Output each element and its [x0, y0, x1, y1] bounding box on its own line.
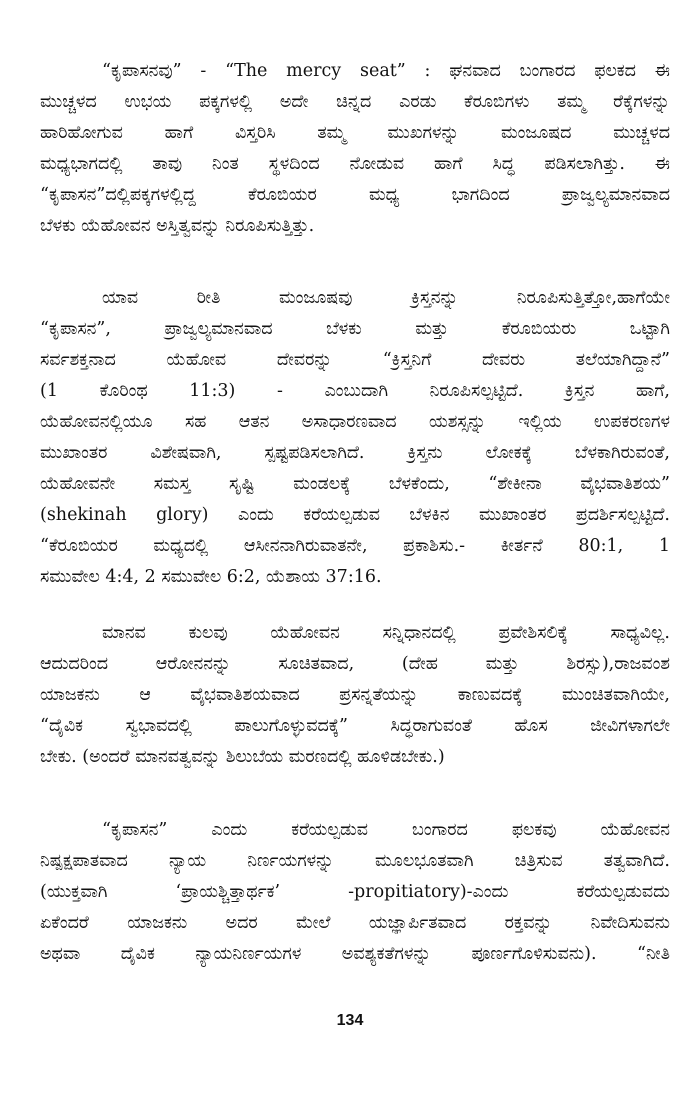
text-line: ಯಾವ ರೀತಿ ಮಂಜೂಷವು ಕ್ರಿಸ್ತನನ್ನು ನಿರೂಪಿಸುತ್ತಿತ್ತೋ,ಹಾಗೆಯೇ — [102, 288, 670, 308]
text-line: “ಕೆರೂಬಿಯರ ಮಧ್ಯದಲ್ಲಿ ಆಸೀನನಾಗಿರುವಾತನೇ, ಪ್ರಕಾಶಿಸು.- ಕೀರ್ತನೆ 80:1, 1 — [40, 536, 670, 556]
text-line: ಯೆಹೋವನೇ ಸಮಸ್ತ ಸೃಷ್ಟಿ ಮಂಡಲಕ್ಕೆ ಬೆಳಕೆಂದು, “ಶೇಕೀನಾ ವೈಭವಾತಿಶಯ” — [40, 474, 670, 494]
text-line: (ಯುಕ್ತವಾಗಿ ‘ಪ್ರಾಯಶ್ಚಿತ್ತಾರ್ಥಕ’ -propitiatory)-ಎಂದು ಕರೆಯಲ್ಪಡುವದು — [40, 882, 670, 902]
text-line: “ಕೃಪಾಸನ”ದಲ್ಲಿಪಕ್ಕಗಳಲ್ಲಿದ್ದ ಕೆರೂಬಿಯರ ಮಧ್ಯ ಭಾಗದಿಂದ ಪ್ರಾಜ್ವಲ್ಯಮಾನವಾದ — [40, 185, 670, 205]
paragraph-propitiatory — [40, 815, 670, 970]
text-line: ಬೇಕು. (ಅಂದರೆ ಮಾನವತ್ವವನ್ನು ಶಿಲುಬೆಯ ಮರಣದಲ್ಲಿ ಹೂಳಿಡಬೇಕು.) — [40, 747, 445, 767]
text-line: (1 ಕೊರಿಂಥ 11:3) - ಎಂಬುದಾಗಿ ನಿರೂಪಿಸಲ್ಪಟ್ಟಿದೆ. ಕ್ರಿಸ್ತನ ಹಾಗೆ, — [40, 381, 670, 401]
text-line: ನಿಷ್ಪಕ್ಷಪಾತವಾದ ನ್ಯಾಯ ನಿರ್ಣಯಗಳನ್ನು ಮೂಲಭೂತವಾಗಿ ಚಿತ್ರಿಸುವ ತತ್ವವಾಗಿದೆ. — [40, 851, 670, 871]
paragraph-human-race — [40, 618, 670, 773]
text-line: “ಕೃಪಾಸನ”, ಪ್ರಾಜ್ವಲ್ಯಮಾನವಾದ ಬೆಳಕು ಮತ್ತು ಕೆರೂಬಿಯರು ಒಟ್ಟಾಗಿ — [40, 319, 670, 339]
text-line: ಹಾರಿಹೋಗುವ ಹಾಗೆ ವಿಸ್ತರಿಸಿ ತಮ್ಮ ಮುಖಗಳನ್ನು ಮಂಜೂಷದ ಮುಚ್ಚಳದ — [40, 123, 670, 143]
text-line: “ದೈವಿಕ ಸ್ವಭಾವದಲ್ಲಿ ಪಾಲುಗೊಳ್ಳುವದಕ್ಕೆ” ಸಿದ್ಧರಾಗುವಂತೆ ಹೊಸ ಜೀವಿಗಳಾಗಲೇ — [40, 716, 670, 736]
text-line: ಯೆಹೋವನಲ್ಲಿಯೂ ಸಹ ಆತನ ಅಸಾಧಾರಣವಾದ ಯಶಸ್ಸನ್ನು ಇಲ್ಲಿಯ ಉಪಕರಣಗಳ — [40, 412, 670, 432]
text-line: ಬೆಳಕು ಯೆಹೋವನ ಅಸ್ತಿತ್ವವನ್ನು ನಿರೂಪಿಸುತ್ತಿತ್ತು. — [40, 216, 315, 236]
text-line: ಆದುದರಿಂದ ಆರೋನನನ್ನು ಸೂಚಿತವಾದ, (ದೇಹ ಮತ್ತು ಶಿರಸ್ಸು),ರಾಜವಂಶ — [40, 654, 670, 674]
text-line: ಮುಚ್ಚಳದ ಉಭಯ ಪಕ್ಕಗಳಲ್ಲಿ ಅದೇ ಚಿನ್ನದ ಎರಡು ಕೆರೂಬಿಗಳು ತಮ್ಮ ರೆಕ್ಕೆಗಳನ್ನು — [40, 92, 670, 112]
text-line: ಸರ್ವಶಕ್ತನಾದ ಯೆಹೋವ ದೇವರನ್ನು “ಕ್ರಿಸ್ತನಿಗೆ ದೇವರು ತಲೆಯಾಗಿದ್ದಾನೆ” — [40, 350, 670, 370]
text-line: (shekinah glory) ಎಂದು ಕರೆಯಲ್ಪಡುವ ಬೆಳಕಿನ ಮುಖಾಂತರ ಪ್ರದರ್ಶಿಸಲ್ಪಟ್ಟಿದೆ. — [40, 505, 670, 525]
text-line: ಸಮುವೇಲ 4:4, 2 ಸಮುವೇಲ 6:2, ಯೆಶಾಯ 37:16. — [40, 567, 382, 587]
paragraph-mercy-seat — [40, 56, 670, 242]
text-line: ಮುಖಾಂತರ ವಿಶೇಷವಾಗಿ, ಸ್ಪಷ್ಟಪಡಿಸಲಾಗಿದೆ. ಕ್ರಿಸ್ತನು ಲೋಕಕ್ಕೆ ಬೆಳಕಾಗಿರುವಂತೆ, — [40, 443, 670, 463]
text-line: ಅಥವಾ ದೈವಿಕ ನ್ಯಾಯನಿರ್ಣಯಗಳ ಅವಶ್ಯಕತೆಗಳನ್ನು ಪೂರ್ಣಗೊಳಿಸುವನು). “ನೀತಿ — [40, 944, 670, 964]
text-line: “ಕೃಪಾಸನವು” - “The mercy seat” : ಘನವಾದ ಬಂಗಾರದ ಫಲಕದ ಈ — [102, 61, 670, 81]
text-line: ಯಾಜಕನು ಆ ವೈಭವಾತಿಶಯವಾದ ಪ್ರಸನ್ನತೆಯನ್ನು ಕಾಣುವದಕ್ಕೆ ಮುಂಚಿತವಾಗಿಯೇ, — [40, 685, 670, 705]
page-number: 134 — [336, 1012, 364, 1029]
paragraph-shekinah-glory — [40, 283, 670, 593]
text-line: ಏಕೆಂದರೆ ಯಾಜಕನು ಅದರ ಮೇಲೆ ಯಜ್ಞಾರ್ಪಿತವಾದ ರಕ್ತವನ್ನು ನಿವೇದಿಸುವನು — [40, 913, 670, 933]
text-line: ಮಾನವ ಕುಲವು ಯೆಹೋವನ ಸನ್ನಿಧಾನದಲ್ಲಿ ಪ್ರವೇಶಿಸಲಿಕ್ಕೆ ಸಾಧ್ಯವಿಲ್ಲ. — [102, 623, 670, 643]
text-line: “ಕೃಪಾಸನ” ಎಂದು ಕರೆಯಲ್ಪಡುವ ಬಂಗಾರದ ಫಲಕವು ಯೆಹೋವನ — [102, 820, 670, 840]
text-line: ಮಧ್ಯಭಾಗದಲ್ಲಿ ತಾವು ನಿಂತ ಸ್ಥಳದಿಂದ ನೋಡುವ ಹಾಗೆ ಸಿದ್ಧ ಪಡಿಸಲಾಗಿತ್ತು. ಈ — [40, 154, 670, 174]
